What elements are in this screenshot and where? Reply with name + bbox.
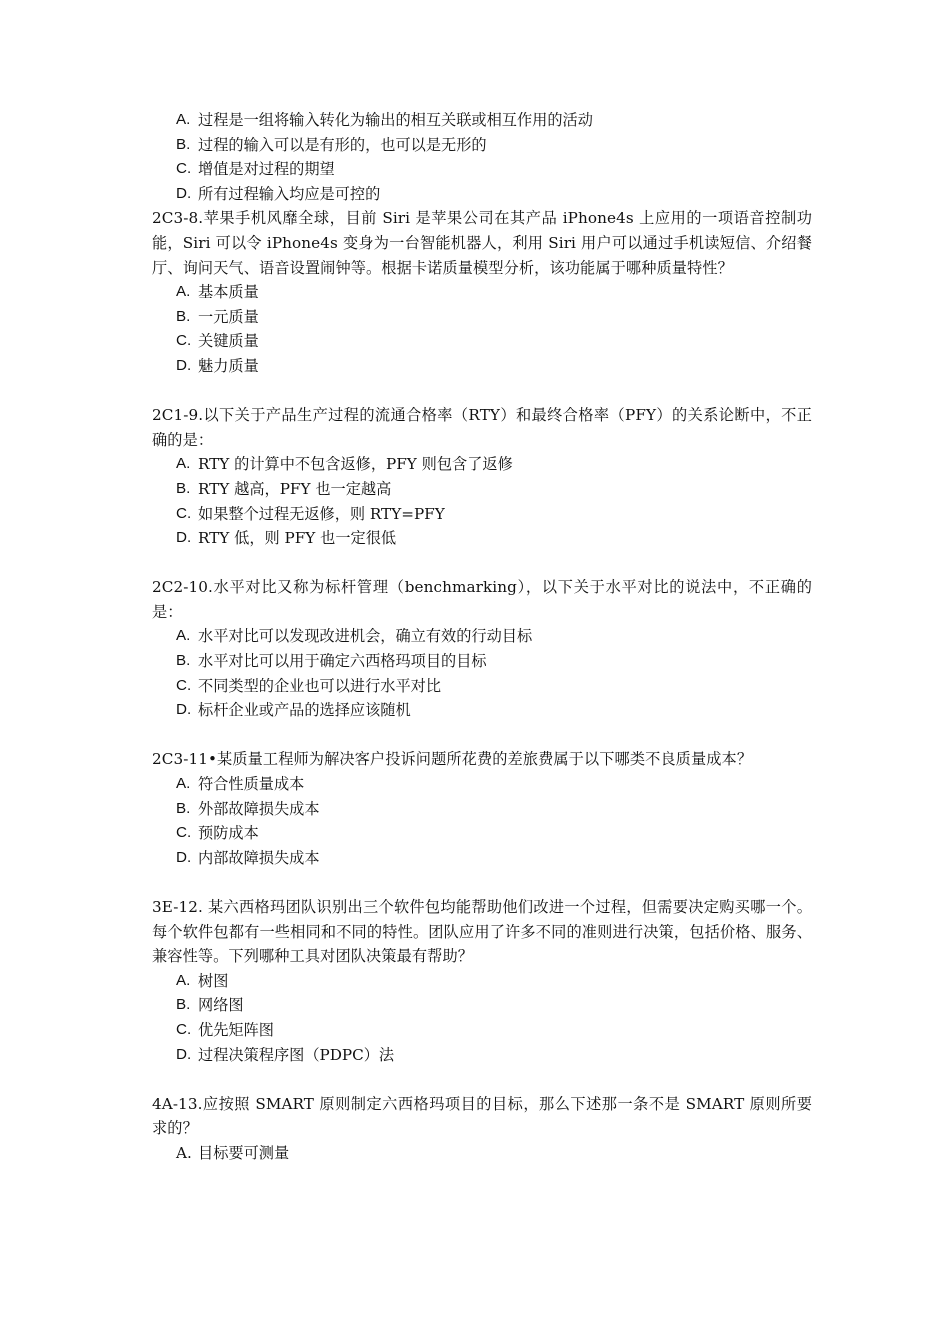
option-text: 水平对比可以发现改进机会，确立有效的行动目标 xyxy=(198,627,533,646)
option-c xyxy=(152,674,812,699)
option-a xyxy=(152,1141,812,1166)
option-d xyxy=(152,846,812,871)
option-letter: C. xyxy=(176,676,192,694)
option-text: RTY 的计算中不包含返修，PFY 则包含了返修 xyxy=(198,455,513,474)
option-letter: A. xyxy=(176,455,191,473)
option-letter: B. xyxy=(176,799,191,817)
question-2c3-8 xyxy=(152,206,812,378)
option-letter: B. xyxy=(176,135,191,153)
question-options xyxy=(152,772,812,870)
question-2c3-11 xyxy=(152,747,812,870)
question-stem: 2C3-8.苹果手机风靡全球，目前 Siri 是苹果公司在其产品 iPhone4s 上应用的一项语音控制功能，Siri 可以令 iPhone4s 变身为一台智能机器人，利用 Siri 用户可以通过手机读短信、介绍餐厅、询问天气、语音设置闹钟等。根据卡诺质量模型分析，该功能属于哪种质量特性？ xyxy=(152,209,812,277)
option-letter: A. xyxy=(176,1143,192,1162)
option-letter: D. xyxy=(176,184,192,202)
option-text: 基本质量 xyxy=(198,283,259,302)
option-text: RTY 越高，PFY 也一定越高 xyxy=(198,479,392,498)
paragraph-gap xyxy=(152,551,812,576)
option-letter: D. xyxy=(176,701,192,719)
option-text: 过程决策程序图（PDPC）法 xyxy=(198,1045,395,1064)
option-letter: D. xyxy=(176,1045,192,1063)
option-letter: B. xyxy=(176,479,191,497)
option-text: 符合性质量成本 xyxy=(198,775,305,794)
option-b xyxy=(152,305,812,330)
option-c xyxy=(152,502,812,527)
option-letter: C. xyxy=(176,332,192,350)
option-text: 不同类型的企业也可以进行水平对比 xyxy=(198,676,441,695)
option-d xyxy=(152,1043,812,1068)
option-letter: A. xyxy=(176,283,191,301)
option-a xyxy=(152,772,812,797)
option-c xyxy=(152,821,812,846)
question-2c1-9 xyxy=(152,403,812,551)
leading-options xyxy=(152,108,812,206)
option-letter: B. xyxy=(176,307,191,325)
question-options xyxy=(152,624,812,722)
option-letter: A. xyxy=(176,627,191,645)
option-d xyxy=(152,698,812,723)
option-d xyxy=(152,182,812,207)
option-text: 如果整个过程无返修，则 RTY=PFY xyxy=(198,504,445,523)
option-b xyxy=(152,797,812,822)
option-text: 增值是对过程的期望 xyxy=(198,160,335,179)
option-d xyxy=(152,526,812,551)
option-text: 一元质量 xyxy=(198,307,259,326)
question-2c2-10 xyxy=(152,575,812,723)
option-b xyxy=(152,993,812,1018)
question-3e-12 xyxy=(152,895,812,1067)
option-letter: B. xyxy=(176,652,191,670)
option-b xyxy=(152,477,812,502)
option-letter: C. xyxy=(176,1020,192,1038)
option-letter: A. xyxy=(176,971,191,989)
option-text: 预防成本 xyxy=(198,824,259,843)
option-text: 目标要可测量 xyxy=(198,1143,290,1162)
option-c xyxy=(152,329,812,354)
question-stem: 2C3-11•某质量工程师为解决客户投诉问题所花费的差旅费属于以下哪类不良质量成本？ xyxy=(152,750,753,769)
option-c xyxy=(152,1018,812,1043)
option-a xyxy=(152,280,812,305)
option-text: 过程是一组将输入转化为输出的相互关联或相互作用的活动 xyxy=(198,111,593,129)
document-content xyxy=(152,108,812,1166)
option-letter: A. xyxy=(176,775,191,793)
option-letter: A. xyxy=(176,111,191,128)
option-letter: C. xyxy=(176,824,192,842)
option-text: 外部故障损失成本 xyxy=(198,799,320,818)
option-text: 所有过程输入均应是可控的 xyxy=(198,184,381,203)
paragraph-gap xyxy=(152,1067,812,1092)
option-text: 关键质量 xyxy=(198,332,259,351)
option-b xyxy=(152,649,812,674)
option-letter: D. xyxy=(176,848,192,866)
question-options xyxy=(152,969,812,1067)
question-4a-13 xyxy=(152,1092,812,1166)
question-stem: 3E-12. 某六西格玛团队识别出三个软件包均能帮助他们改进一个过程，但需要决定购买哪一个。每个软件包都有一些相同和不同的特性。团队应用了许多不同的准则进行决策，包括价格、服务、兼容性等。下列哪种工具对团队决策最有帮助？ xyxy=(152,898,812,966)
option-text: 树图 xyxy=(198,971,229,990)
question-options xyxy=(152,1141,812,1166)
question-stem: 4A-13.应按照 SMART 原则制定六西格玛项目的目标，那么下述那一条不是 SMART 原则所要求的？ xyxy=(152,1094,812,1138)
option-text: 魅力质量 xyxy=(198,356,259,375)
option-a xyxy=(152,108,812,133)
option-a xyxy=(152,452,812,477)
option-text: 网络图 xyxy=(198,996,244,1015)
option-a xyxy=(152,624,812,649)
paragraph-gap xyxy=(152,723,812,748)
option-a xyxy=(152,969,812,994)
paragraph-gap xyxy=(152,379,812,404)
option-text: 优先矩阵图 xyxy=(198,1020,274,1039)
question-options xyxy=(152,280,812,378)
option-text: 标杆企业或产品的选择应该随机 xyxy=(198,701,411,720)
option-letter: D. xyxy=(176,529,192,547)
question-stem: 2C2-10.水平对比又称为标杆管理（benchmarking），以下关于水平对比的说法中，不正确的是： xyxy=(152,578,812,621)
option-d xyxy=(152,354,812,379)
option-text: 水平对比可以用于确定六西格玛项目的目标 xyxy=(198,652,487,671)
option-text: 内部故障损失成本 xyxy=(198,848,320,867)
option-b xyxy=(152,133,812,158)
option-text: 过程的输入可以是有形的，也可以是无形的 xyxy=(198,135,487,154)
question-options xyxy=(152,452,812,550)
paragraph-gap xyxy=(152,870,812,895)
question-stem: 2C1-9.以下关于产品生产过程的流通合格率（RTY）和最终合格率（PFY）的关系论断中，不正确的是： xyxy=(152,406,812,449)
option-letter: C. xyxy=(176,504,192,522)
option-letter: B. xyxy=(176,996,191,1014)
option-text: RTY 低，则 PFY 也一定很低 xyxy=(198,529,397,548)
option-letter: D. xyxy=(176,356,192,374)
option-letter: C. xyxy=(176,160,192,178)
option-c xyxy=(152,157,812,182)
